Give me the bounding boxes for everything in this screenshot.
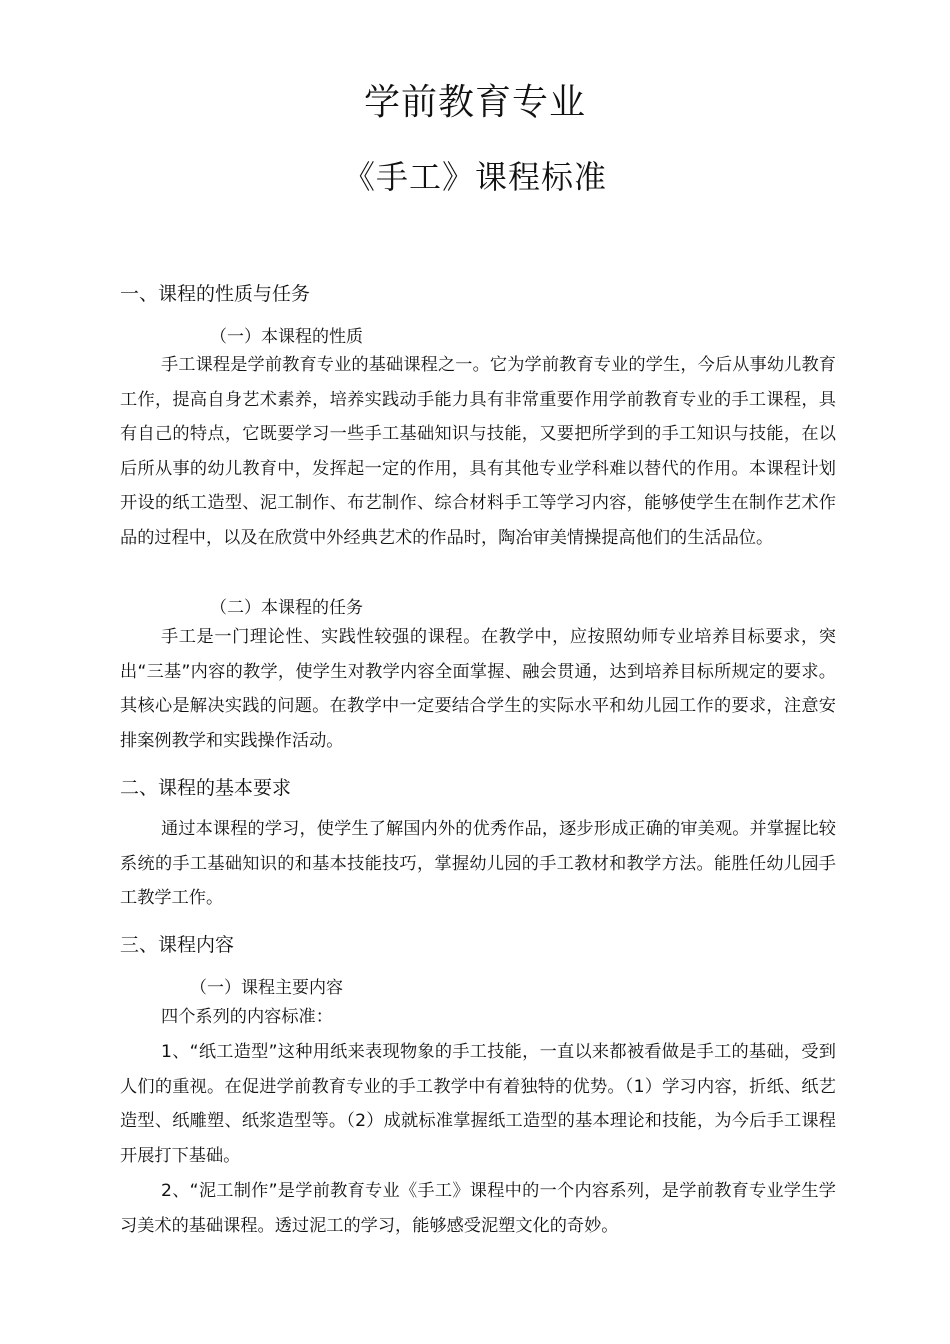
section-2-heading: 二、课程的基本要求 bbox=[120, 777, 292, 799]
section-1-heading: 一、课程的性质与任务 bbox=[120, 283, 311, 305]
document-title: 学前教育专业 bbox=[363, 82, 586, 123]
section-3-item-2: 2、“泥工制作”是学前教育专业《手工》课程中的一个内容系列，是学前教育专业学生学习美术的基础课程。透过泥工的学习，能够感受泥塑文化的奇妙。 bbox=[120, 1181, 836, 1236]
section-3-heading: 三、课程内容 bbox=[120, 934, 235, 956]
section-1-sub-1-paragraph: 手工课程是学前教育专业的基础课程之一。它为学前教育专业的学生，今后从事幼儿教育工作，提高自身艺术素养，培养实践动手能力具有非常重要作用学前教育专业的手工课程，具有自己的特点，它既要学习一些手工基础知识与技能，又要把所学到的手工知识与技能，在以后所从事的幼儿教育中，发挥起一定的作用，具有其他专业学科难以替代的作用。本课程计划开设的纸工造型、泥工制作、布艺制作、综合材料手工等学习内容，能够使学生在制作艺术作品的过程中，以及在欣赏中外经典艺术的作品时，陶冶审美情操提高他们的生活品位。 bbox=[120, 355, 836, 548]
document-subtitle: 《手工》课程标准 bbox=[342, 158, 607, 196]
section-3-intro: 四个系列的内容标准： bbox=[161, 1007, 333, 1027]
section-2-paragraph: 通过本课程的学习，使学生了解国内外的优秀作品，逐步形成正确的审美观。并掌握比较系统的手工基础知识的和基本技能技巧，掌握幼儿园的手工教材和教学方法。能胜任幼儿园手工教学工作。 bbox=[120, 819, 836, 908]
section-1-sub-1-heading: （一）本课程的性质 bbox=[210, 327, 363, 347]
section-1-sub-2-heading: （二）本课程的任务 bbox=[210, 598, 363, 618]
section-3-item-1: 1、“纸工造型”这种用纸来表现物象的手工技能，一直以来都被看做是手工的基础，受到人们的重视。在促进学前教育专业的手工教学中有着独特的优势。（1）学习内容，折纸、纸艺造型、纸雕塑、纸浆造型等。（2）成就标准掌握纸工造型的基本理论和技能，为今后手工课程开展打下基础。 bbox=[120, 1042, 836, 1166]
section-1-sub-2-paragraph: 手工是一门理论性、实践性较强的课程。在教学中，应按照幼师专业培养目标要求，突出“三基”内容的教学，使学生对教学内容全面掌握、融会贯通，达到培养目标所规定的要求。其核心是解决实践的问题。在教学中一定要结合学生的实际水平和幼儿园工作的要求，注意安排案例教学和实践操作活动。 bbox=[120, 627, 836, 751]
section-3-sub-1-heading: （一）课程主要内容 bbox=[190, 978, 343, 998]
